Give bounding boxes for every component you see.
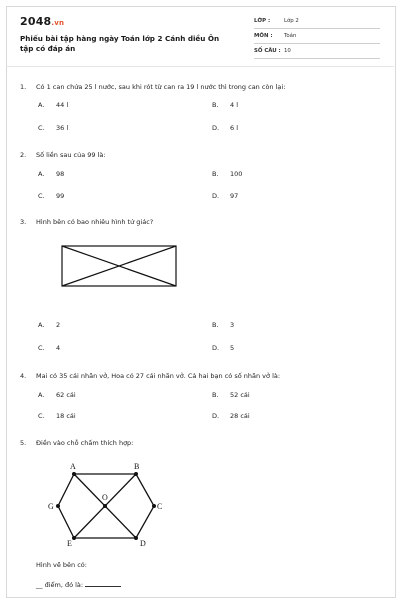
point-a: [72, 472, 76, 476]
header-divider: [6, 66, 394, 67]
meta-count: [254, 44, 380, 59]
q2-option-b[interactable]: B. 100: [212, 170, 243, 178]
q1-option-c[interactable]: C. 36 l: [38, 124, 69, 132]
meta-subject-key: MÔN :: [254, 33, 273, 39]
q3-option-b[interactable]: B. 3: [212, 321, 235, 329]
label-a: A: [70, 462, 76, 471]
q5-answer-blank[interactable]: [85, 580, 121, 587]
label-g: G: [48, 502, 54, 511]
logo-suffix: .vn: [51, 19, 65, 27]
q4-option-a[interactable]: A. 62 cái: [38, 391, 76, 399]
question-number: 5.: [20, 439, 27, 447]
q3-option-c[interactable]: C. 4: [38, 344, 61, 352]
question-number: 4.: [20, 372, 27, 380]
label-e: E: [67, 539, 72, 548]
question-number: 1.: [20, 83, 27, 91]
point-b: [134, 472, 138, 476]
q2-option-c[interactable]: C. 99: [38, 192, 65, 200]
meta-count-value: 10: [284, 48, 291, 54]
quadrilateral-figure: [60, 244, 178, 288]
q5-line-1: Hình vẽ bên có:: [36, 561, 87, 569]
meta-class: [254, 14, 380, 29]
q4-option-b[interactable]: B. 52 cái: [212, 391, 250, 399]
page-title: Phiếu bài tập hàng ngày Toán lớp 2 Cánh diều Ôn tập có đáp án: [20, 34, 220, 53]
q5-line-2-text: __ điểm, đó là:: [36, 581, 84, 589]
logo-main: 2048: [20, 15, 52, 28]
meta-class-value: Lớp 2: [284, 18, 299, 24]
label-d: D: [140, 539, 146, 548]
question-text: Có 1 can chứa 25 l nước, sau khi rót từ can ra 19 l nước thì trong can còn lại:: [36, 83, 286, 91]
question-number: 2.: [20, 151, 27, 159]
point-e: [72, 536, 76, 540]
point-o: [103, 504, 107, 508]
q3-option-a[interactable]: A. 2: [38, 321, 61, 329]
point-g: [56, 504, 60, 508]
point-d: [134, 536, 138, 540]
q3-option-d[interactable]: D. 5: [212, 344, 235, 352]
meta-count-key: SỐ CÂU :: [254, 48, 281, 54]
label-o: O: [102, 493, 108, 502]
q2-option-a[interactable]: A. 98: [38, 170, 65, 178]
q4-option-d[interactable]: D. 28 cái: [212, 412, 250, 420]
q2-option-d[interactable]: D. 97: [212, 192, 239, 200]
q5-line-2: [36, 580, 121, 589]
point-c: [152, 504, 156, 508]
question-text: Hình bên có bao nhiêu hình tứ giác?: [36, 218, 154, 226]
question-text: Mai có 35 cái nhãn vở, Hoa có 27 cái nhãn vở. Cả hai bạn có số nhãn vở là:: [36, 372, 281, 380]
meta-class-key: LỚP :: [254, 18, 271, 24]
q1-option-d[interactable]: D. 6 l: [212, 124, 239, 132]
meta-subject-value: Toán: [284, 33, 297, 39]
points-figure: [44, 460, 164, 548]
question-number: 3.: [20, 218, 27, 226]
meta-subject: [254, 29, 380, 44]
q1-option-b[interactable]: B. 4 l: [212, 101, 239, 109]
label-c: C: [157, 502, 163, 511]
q1-option-a[interactable]: A. 44 l: [38, 101, 69, 109]
label-b: B: [134, 462, 140, 471]
q4-option-c[interactable]: C. 18 cái: [38, 412, 76, 420]
site-logo[interactable]: [20, 15, 64, 28]
question-text: Số liền sau của 99 là:: [36, 151, 106, 159]
question-text: Điền vào chỗ chấm thích hợp:: [36, 439, 134, 447]
